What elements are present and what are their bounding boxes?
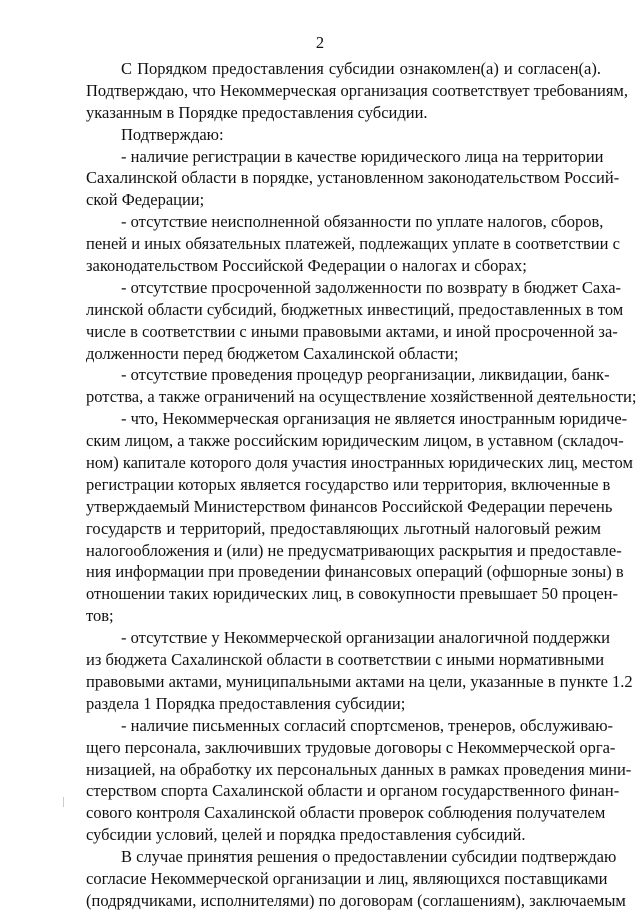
text-line: государств и территорий, предоставляющих льготный налоговый режим — [86, 518, 601, 538]
text-line: - наличие письменных согласий спортсменов, тренеров, обслуживаю- — [121, 715, 614, 735]
text-line: субсидии условий, целей и порядка предоставления субсидий. — [86, 825, 526, 845]
text-line: пеней и иных обязательных платежей, подлежащих уплате в соответствии с — [86, 234, 620, 254]
text-line: Подтверждаю, что Некоммерческая организация соответствует требованиям, — [86, 80, 628, 100]
text-line: согласие Некоммерческой организации и лиц, являющихся поставщиками — [86, 868, 608, 888]
text-line: линской области субсидий, бюджетных инвестиций, предоставленных в том — [86, 299, 624, 319]
text-line: из бюджета Сахалинской области в соответствии с иными нормативными — [86, 650, 605, 670]
text-line: раздела 1 Порядка предоставления субсидии; — [86, 693, 406, 713]
text-line: стерством спорта Сахалинской области и органом государственного финан- — [86, 781, 620, 801]
text-line: ской Федерации; — [86, 190, 205, 210]
text-line: отношении таких юридических лиц, в совокупности превышает 50 процен- — [86, 584, 618, 604]
text-line: - отсутствие проведения процедур реорганизации, ликвидации, банк- — [121, 365, 610, 385]
text-line: ским лицом, а также российским юридическим лицом, в уставном (складоч- — [86, 431, 624, 451]
text-line: указанным в Порядке предоставления субсидии. — [86, 102, 428, 122]
text-line: (подрядчиками, исполнителями) по договорам (соглашениям), заключаемым — [86, 890, 626, 910]
text-line: Сахалинской области в порядке, установленном законодательством Россий- — [86, 168, 620, 188]
text-line: ния информации при проведении финансовых операций (офшорные зоны) в — [86, 562, 624, 582]
text-line: утверждаемый Министерством финансов Российской Федерации перечень — [86, 496, 613, 516]
page-number: 2 — [315, 33, 325, 52]
text-line: долженности перед бюджетом Сахалинской области; — [86, 343, 459, 363]
text-line: - отсутствие неисполненной обязанности по уплате налогов, сборов, — [121, 212, 604, 232]
text-line: - что, Некоммерческая организация не является иностранным юридиче- — [121, 409, 628, 429]
text-line: - отсутствие просроченной задолженности по возврату в бюджет Саха- — [121, 277, 622, 297]
margin-mark — [63, 797, 64, 807]
text-line: регистрации которых является государство или территория, включенные в — [86, 474, 611, 494]
text-line: В случае принятия решения о предоставлении субсидии подтверждаю — [121, 847, 617, 867]
text-line: законодательством Российской Федерации о налогах и сборах; — [86, 256, 527, 276]
text-line: - наличие регистрации в качестве юридического лица на территории — [121, 146, 604, 166]
text-line: низацией, на обработку их персональных данных в рамках проведения мини- — [86, 759, 632, 779]
text-line: С Порядком предоставления субсидии ознакомлен(а) и согласен(а). — [121, 59, 601, 78]
body-text — [86, 58, 637, 912]
text-line: Подтверждаю: — [121, 124, 224, 144]
text-line: щего персонала, заключивших трудовые договоры с Некоммерческой орга- — [86, 737, 616, 757]
text-line: сового контроля Сахалинской области проверок соблюдения получателем — [86, 803, 606, 823]
text-line: тов; — [86, 606, 114, 626]
text-line: правовыми актами, муниципальными актами на цели, указанные в пункте 1.2 — [86, 671, 633, 691]
text-line: - отсутствие у Некоммерческой организации аналогичной поддержки — [121, 628, 610, 648]
text-line: числе в соответствии с иными правовыми актами, и иной просроченной за- — [86, 321, 618, 341]
text-line: ротства, а также ограничений на осуществление хозяйственной деятельности; — [86, 387, 637, 407]
text-line: ном) капитале которого доля участия иностранных юридических лиц, местом — [86, 453, 633, 473]
text-line: налогообложения и (или) не предусматривающих раскрытия и предоставле- — [86, 540, 622, 560]
